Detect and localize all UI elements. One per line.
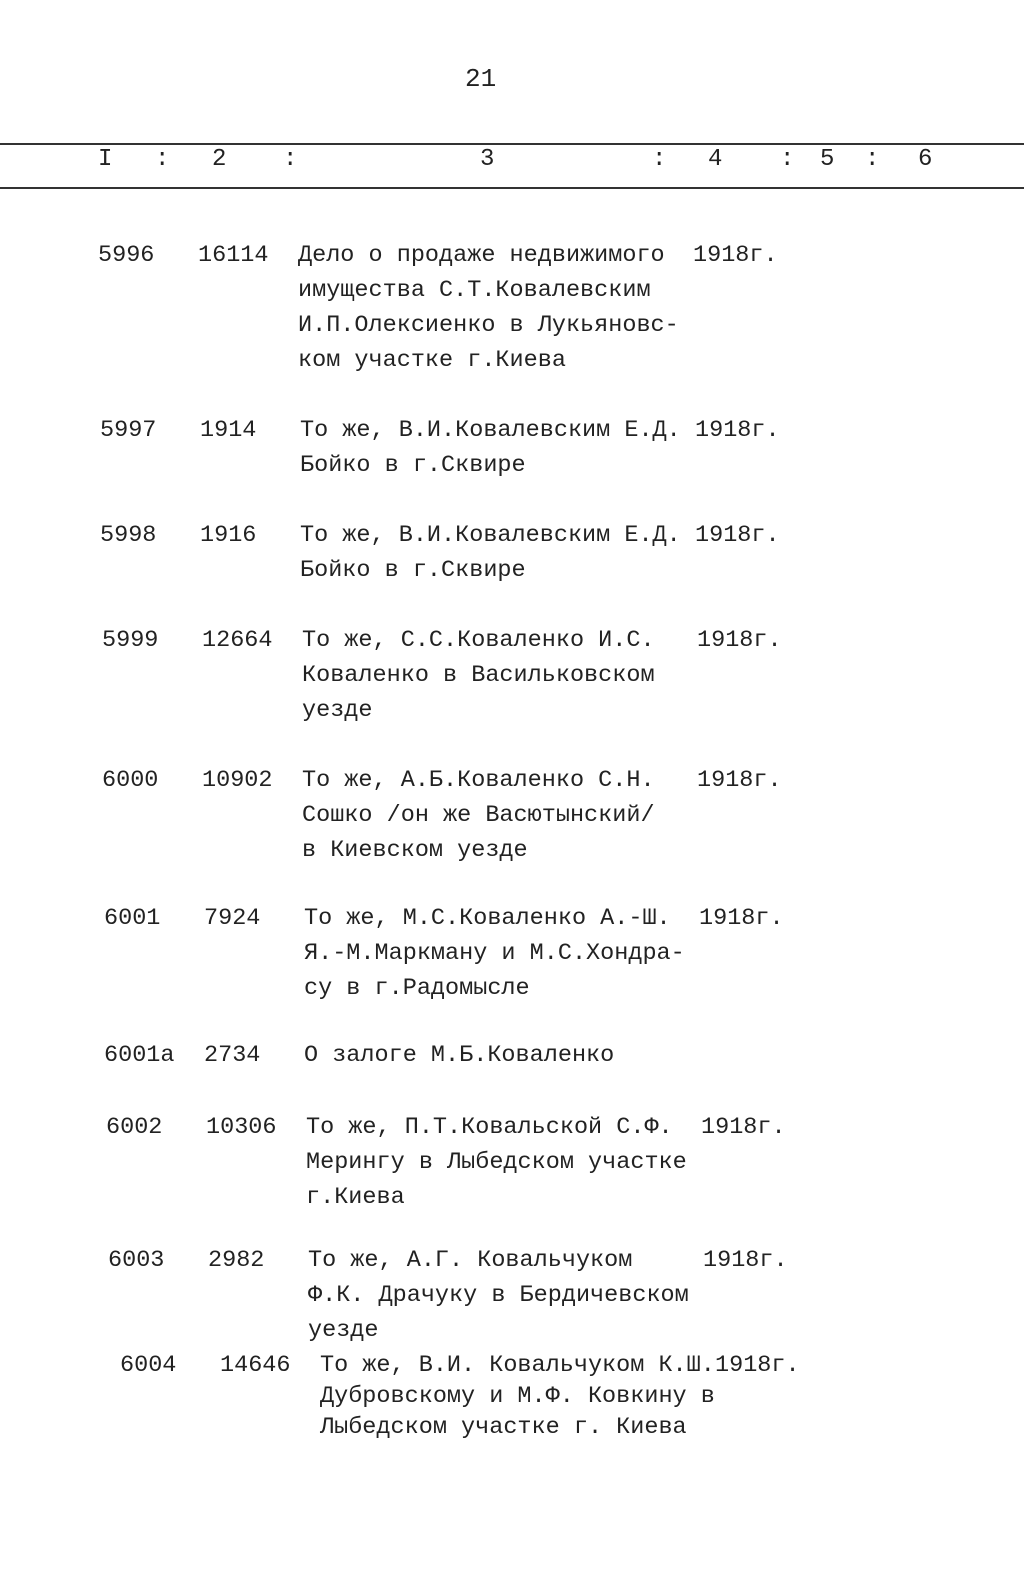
entry-year: 1918г. (715, 1352, 800, 1379)
column-separator: : (780, 146, 795, 173)
entry-year: 1918г. (693, 242, 778, 269)
entry-description: То же, П.Т.Ковальской С.Ф. Мерингу в Лыбедском участке г.Киева (306, 1114, 687, 1211)
file-number: 2734 (204, 1042, 261, 1069)
column-separator: : (652, 146, 667, 173)
header-top-rule (0, 143, 1024, 145)
column-separator: : (283, 146, 298, 173)
entry-number: 6003 (108, 1247, 165, 1274)
column-header-3: 3 (480, 146, 495, 173)
entry-number: 6002 (106, 1114, 163, 1141)
column-header-1: I (98, 146, 113, 173)
file-number: 14646 (220, 1352, 291, 1379)
entry-year: 1918г. (695, 417, 780, 444)
column-separator: : (865, 146, 880, 173)
file-number: 16114 (198, 242, 269, 269)
entry-year: 1918г. (697, 767, 782, 794)
entry-description: О залоге М.Б.Коваленко (304, 1042, 615, 1069)
entry-number: 6001 (104, 905, 161, 932)
file-number: 1914 (200, 417, 257, 444)
entry-year: 1918г. (701, 1114, 786, 1141)
entry-number: 5998 (100, 522, 157, 549)
entry-number: 5996 (98, 242, 155, 269)
entry-number: 5999 (102, 627, 159, 654)
entry-number: 6000 (102, 767, 159, 794)
column-separator: : (155, 146, 170, 173)
entry-description: То же, М.С.Коваленко А.-Ш. Я.-М.Маркману и М.С.Хондра- су в г.Радомысле (304, 905, 685, 1002)
entry-number: 6004 (120, 1352, 177, 1379)
file-number: 10306 (206, 1114, 277, 1141)
entry-number: 5997 (100, 417, 157, 444)
column-header-4: 4 (708, 146, 723, 173)
file-number: 2982 (208, 1247, 265, 1274)
column-header-5: 5 (820, 146, 835, 173)
entry-year: 1918г. (699, 905, 784, 932)
entry-year: 1918г. (697, 627, 782, 654)
column-header-6: 6 (918, 146, 933, 173)
entry-description: То же, С.С.Коваленко И.С. Коваленко в Васильковском уезде (302, 627, 655, 724)
entry-description: То же, А.Б.Коваленко С.Н. Сошко /он же Васютынский/ в Киевском уезде (302, 767, 655, 864)
page-number: 21 (465, 64, 497, 94)
entry-year: 1918г. (703, 1247, 788, 1274)
entry-description: То же, В.И.Ковалевским Е.Д. Бойко в г.Сквире (300, 417, 681, 479)
column-header-2: 2 (212, 146, 227, 173)
header-bottom-rule (0, 187, 1024, 189)
file-number: 1916 (200, 522, 257, 549)
file-number: 7924 (204, 905, 261, 932)
entry-year: 1918г. (695, 522, 780, 549)
entry-description: Дело о продаже недвижимого имущества С.Т.Ковалевским И.П.Олексиенко в Лукьяновс- ком участке г.Киева (298, 242, 679, 374)
entry-description: То же, А.Г. Ковальчуком Ф.К. Драчуку в Бердичевском уезде (308, 1247, 689, 1344)
entry-description: То же, В.И.Ковалевским Е.Д. Бойко в г.Сквире (300, 522, 681, 584)
entry-description: То же, В.И. Ковальчуком К.Ш. Дубровскому и М.Ф. Ковкину в Лыбедском участке г. Киева (320, 1352, 715, 1441)
entry-number: 6001а (104, 1042, 175, 1069)
file-number: 10902 (202, 767, 273, 794)
file-number: 12664 (202, 627, 273, 654)
